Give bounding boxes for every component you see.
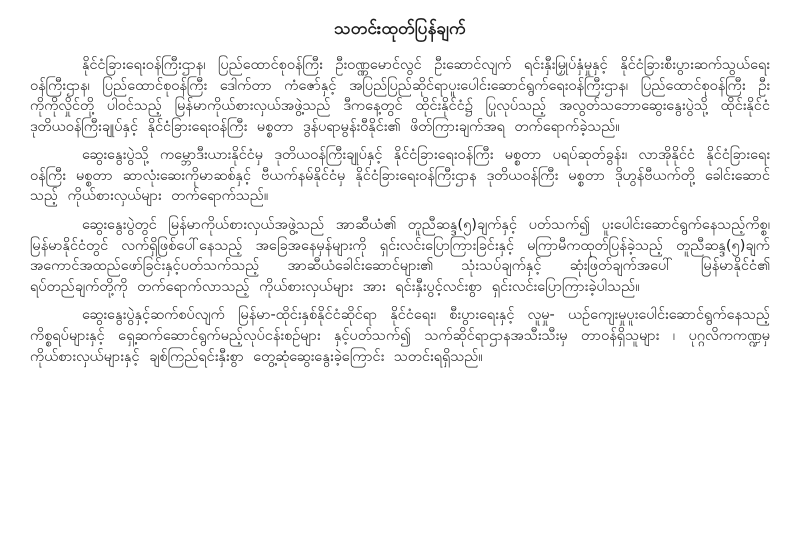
document-title: သတင်းထုတ်ပြန်ချက် [334, 19, 466, 39]
paragraph-4: ဆွေးနွေးပွဲနှင့်ဆက်စပ်လျက် မြန်မာ-ထိုင်းနှစ်နိုင်ငံဆိုင်ရာ နိုင်ငံရေး၊ စီးပွားရေးနှင့် လူမှု- ယဉ်ကျေးမှုပူးပေါင်းဆောင်ရွက်နေသည့်ကိစ္စရပ်များနှင့် ရှေ့ဆက်ဆောင်ရွက်မည့်လုပ်ငန်းစဉ်များ နှင့်ပတ်သက်၍ သက်ဆိုင်ရာဌာနအသီးသီးမှ တာဝန်ရှိသူများ ၊ ပုဂ္ဂလိကကဏ္ဍမှ ကိုယ်စားလှယ်များနှင့် ချစ်ကြည်ရင်းနှီးစွာ တွေ့ဆုံဆွေးနွေးခဲ့ကြောင်း သတင်းရရှိသည်။ [30, 307, 770, 365]
paragraph-3: ဆွေးနွေးပွဲတွင် မြန်မာကိုယ်စားလှယ်အဖွဲ့သည် အာဆီယံ၏ တူညီဆန္ဒ(၅)ချက်နှင့် ပတ်သက်၍ ပူးပေါင်းဆောင်ရွက်နေသည့်ကိစ္စ၊ မြန်မာနိုင်ငံတွင် လက်ရှိဖြစ်ပေါ်နေသည့် အခြေအနေမှန်များကို ရှင်းလင်းပြောကြားခြင်းနှင့် မကြာမီကထုတ်ပြန်ခဲ့သည့် တူညီဆန္ဒ(၅)ချက် အကောင်အထည်ဖော်ခြင်းနှင့်ပတ်သက်သည့် အာဆီယံခေါင်းဆောင်များ၏ သုံးသပ်ချက်နှင့် ဆုံးဖြတ်ချက်အပေါ် မြန်မာနိုင်ငံ၏ ရပ်တည်ချက်တို့ကို တက်ရောက်လာသည့် ကိုယ်စားလှယ်များ အား ရင်းနှီးပွင့်လင်းစွာ ရှင်းလင်းပြောကြားခဲ့ပါသည်။ [30, 217, 770, 295]
paragraph-1: နိုင်ငံခြားရေးဝန်ကြီးဌာန၊ ပြည်ထောင်စုဝန်ကြီး ဦးဝဏ္ဏမောင်လွင် ဦးဆောင်လျက် ရင်းနှီးမြှုပ်နှံမှုနှင့် နိုင်ငံခြားစီးပွားဆက်သွယ်ရေးဝန်ကြီးဌာန၊ ပြည်ထောင်စုဝန်ကြီး ဒေါက်တာ ကံဇော်နှင့် အပြည်ပြည်ဆိုင်ရာပူးပေါင်းဆောင်ရွက်ရေးဝန်ကြီးဌာန၊ ပြည်ထောင်စုဝန်ကြီး ဦးကိုကိုလှိုင်တို့ ပါဝင်သည့် မြန်မာကိုယ်စားလှယ်အဖွဲ့သည် ဒီကနေ့တွင် ထိုင်းနိုင်ငံ၌ ပြုလုပ်သည့် အလွတ်သဘောဆွေးနွေးပွဲသို့ ထိုင်းနိုင်ငံဒုတိယဝန်ကြီးချုပ်နှင့် နိုင်ငံခြားရေးဝန်ကြီး မစ္စတာ ဒွန်ပရာမွန်းဝီနိုင်း၏ ဖိတ်ကြားချက်အရ တက်ရောက်ခဲ့သည်။ [30, 57, 770, 135]
paragraph-2: ဆွေးနွေးပွဲသို့ ကမ္ဘောဒီးယားနိုင်ငံမှ ဒုတိယဝန်ကြီးချုပ်နှင့် နိုင်ငံခြားရေးဝန်ကြီး မစ္စတာ ပရပ်ဆုတ်ခွန်း၊ လာအိုနိုင်ငံ နိုင်ငံခြားရေးဝန်ကြီး မစ္စတာ ဆာလုံးဆေးကိုမာဆစ်နှင့် ဗီယက်နမ်နိုင်ငံမှ နိုင်ငံခြားရေးဝန်ကြီးဌာန ဒုတိယဝန်ကြီး မစ္စတာ ဒိုဟွန်ဗီယက်တို့ ခေါင်းဆောင်သည့် ကိုယ်စားလှယ်များ တက်ရောက်သည်။ [30, 147, 770, 205]
